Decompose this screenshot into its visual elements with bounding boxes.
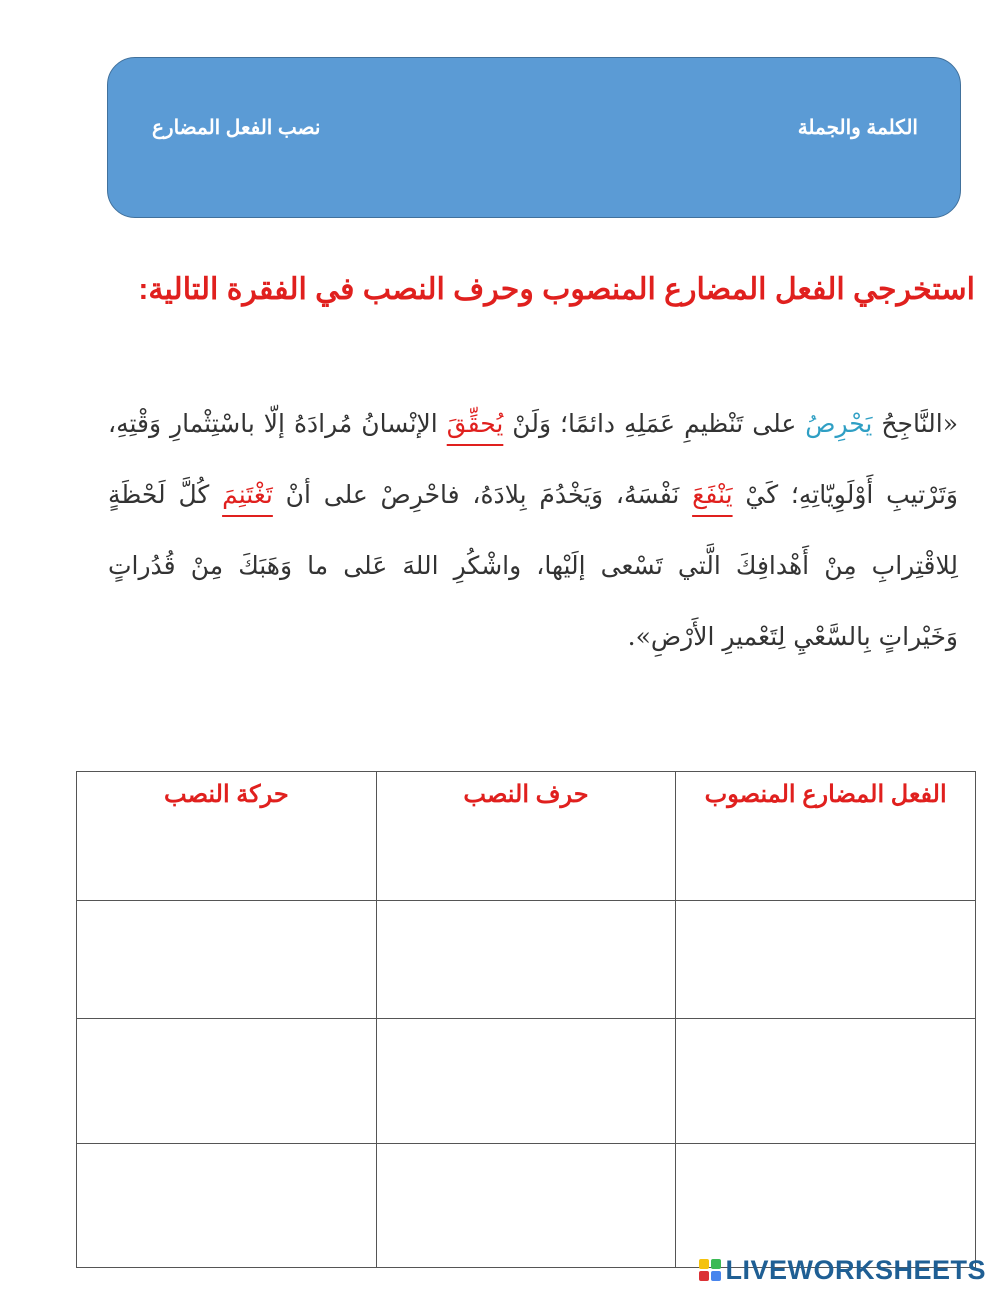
brand-squares-icon (699, 1259, 721, 1281)
liveworksheets-logo (699, 1253, 986, 1287)
header-verb: الفعل المضارع المنصوب (676, 772, 976, 901)
highlight-verb-3: يَنْفَعَ (692, 480, 733, 509)
highlight-verb-2: يُحقِّقَ (446, 409, 504, 438)
reading-passage (108, 388, 958, 672)
lesson-title: نصب الفعل المضارع (152, 117, 321, 139)
table-header-row (77, 772, 976, 901)
answer-cell[interactable] (376, 901, 676, 1019)
table-row (77, 1019, 976, 1144)
answer-cell[interactable] (676, 901, 976, 1019)
header-particle: حرف النصب (376, 772, 676, 901)
highlight-verb-4: تَغْتَنِمَ (222, 480, 273, 509)
header-case-mark: حركة النصب (77, 772, 377, 901)
answer-cell[interactable] (77, 1144, 377, 1268)
answer-cell[interactable] (77, 1019, 377, 1144)
instruction-text: استخرجي الفعل المضارع المنصوب وحرف النصب في الفقرة التالية: (138, 273, 975, 306)
highlight-verb-1: يَحْرِصُ (805, 409, 873, 438)
passage-text-3: الإنْسانُ مُرادَهُ إلّا باسْتِثْمارِ وَقْتِهِ، وَتَرْتيبِ أَوْلَوِيّاتِهِ؛ كَيْ (108, 409, 959, 509)
answer-cell[interactable] (376, 1144, 676, 1268)
passage-text-4: نَفْسَهُ، وَيَخْدُمَ بِلادَهُ، فاحْرِصْ على أنْ (272, 480, 693, 509)
brand-name: LIVEWORKSHEETS (725, 1254, 986, 1285)
passage-text-2: على تَنْظيمِ عَمَلِهِ دائمًا؛ وَلَنْ (503, 409, 806, 438)
unit-title: الكلمة والجملة (797, 117, 918, 139)
header-banner (107, 57, 961, 218)
answer-table (76, 771, 976, 1268)
table-row (77, 1144, 976, 1268)
answer-cell[interactable] (676, 1144, 976, 1268)
passage-text-5: كُلَّ لَحْظَةٍ لِلاقْتِرابِ مِنْ أَهْدافِكَ الَّتي تَسْعى إلَيْها، واشْكُرِ اللهَ عَلى ما وَهَبَكَ مِنْ قُدُراتٍ وَخَيْراتٍ بِالسَّعْيِ لِتَعْميرِ الأَرْضِ». (108, 480, 958, 651)
answer-cell[interactable] (77, 901, 377, 1019)
answer-cell[interactable] (676, 1019, 976, 1144)
table-row (77, 901, 976, 1019)
answer-cell[interactable] (376, 1019, 676, 1144)
passage-text-1: «النَّاجِحُ (872, 409, 958, 438)
